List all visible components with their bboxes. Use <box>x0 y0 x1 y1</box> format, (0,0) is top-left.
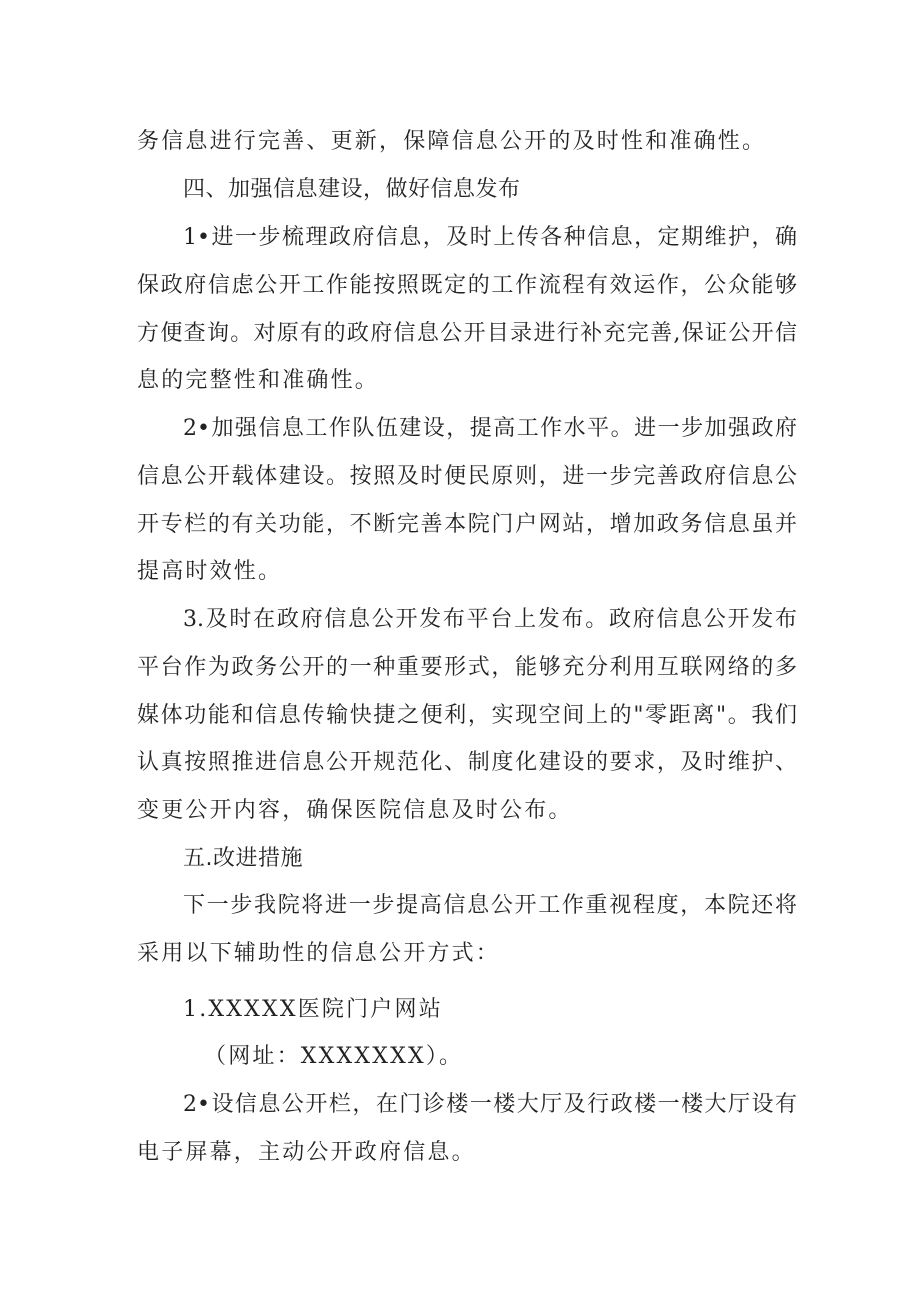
paragraph-line: 信息公开载体建设。按照及时便民原则，进一步完善政府信息公 <box>137 464 797 489</box>
paragraph-line: 方便查询。对原有的政府信息公开目录进行补充完善,保证公开信 <box>137 321 797 346</box>
paragraph-line: 务信息进行完善、更新，保障信息公开的及时性和准确性。 <box>137 129 767 154</box>
paragraph-line: 采用以下辅助性的信息公开方式： <box>137 941 501 966</box>
paragraph-line: 1•进一步梳理政府信息，及时上传各种信息，定期维护，确 <box>183 225 797 250</box>
paragraph-line: 电子屏幕，主动公开政府信息。 <box>137 1140 476 1165</box>
paragraph-line: 媒体功能和信息传输快捷之便利，实现空间上的"零距离"。我们 <box>137 703 797 728</box>
paragraph-line: 下一步我院将进一步提高信息公开工作重视程度，本院还将 <box>183 893 797 918</box>
paragraph-line: 息的完整性和准确性。 <box>137 368 380 393</box>
paragraph-line: 提高时效性。 <box>137 559 283 584</box>
paragraph-line: 认真按照推进信息公开规范化、制度化建设的要求，及时维护、 <box>137 750 797 775</box>
paragraph-line: 开专栏的有关功能，不断完善本院门户网站，增加政务信息虽并 <box>137 512 797 537</box>
paragraph-line: 保政府信虑公开工作能按照既定的工作流程有效运作，公众能够 <box>137 273 797 298</box>
website-url-note: （网址：XXXXXXX）。 <box>204 1044 464 1069</box>
paragraph-line: 平台作为政务公开的一种重要形式，能够充分利用互联网络的多 <box>137 655 797 680</box>
section-heading-5: 五.改进措施 <box>183 846 303 871</box>
section-heading-4: 四、加强信息建设，做好信息发布 <box>183 177 521 202</box>
paragraph-line: 2•设信息公开栏，在门诊楼一楼大厅及行政楼一楼大厅设有 <box>183 1092 797 1117</box>
paragraph-line: 2•加强信息工作队伍建设，提高工作水平。进一步加强政府 <box>183 416 797 441</box>
paragraph-line: 3.及时在政府信息公开发布平台上发布。政府信息公开发布 <box>183 607 797 632</box>
list-item-website: 1.XXXXX医院门户网站 <box>183 997 443 1022</box>
paragraph-line: 变更公开内容，确保医院信息及时公布。 <box>137 798 573 823</box>
